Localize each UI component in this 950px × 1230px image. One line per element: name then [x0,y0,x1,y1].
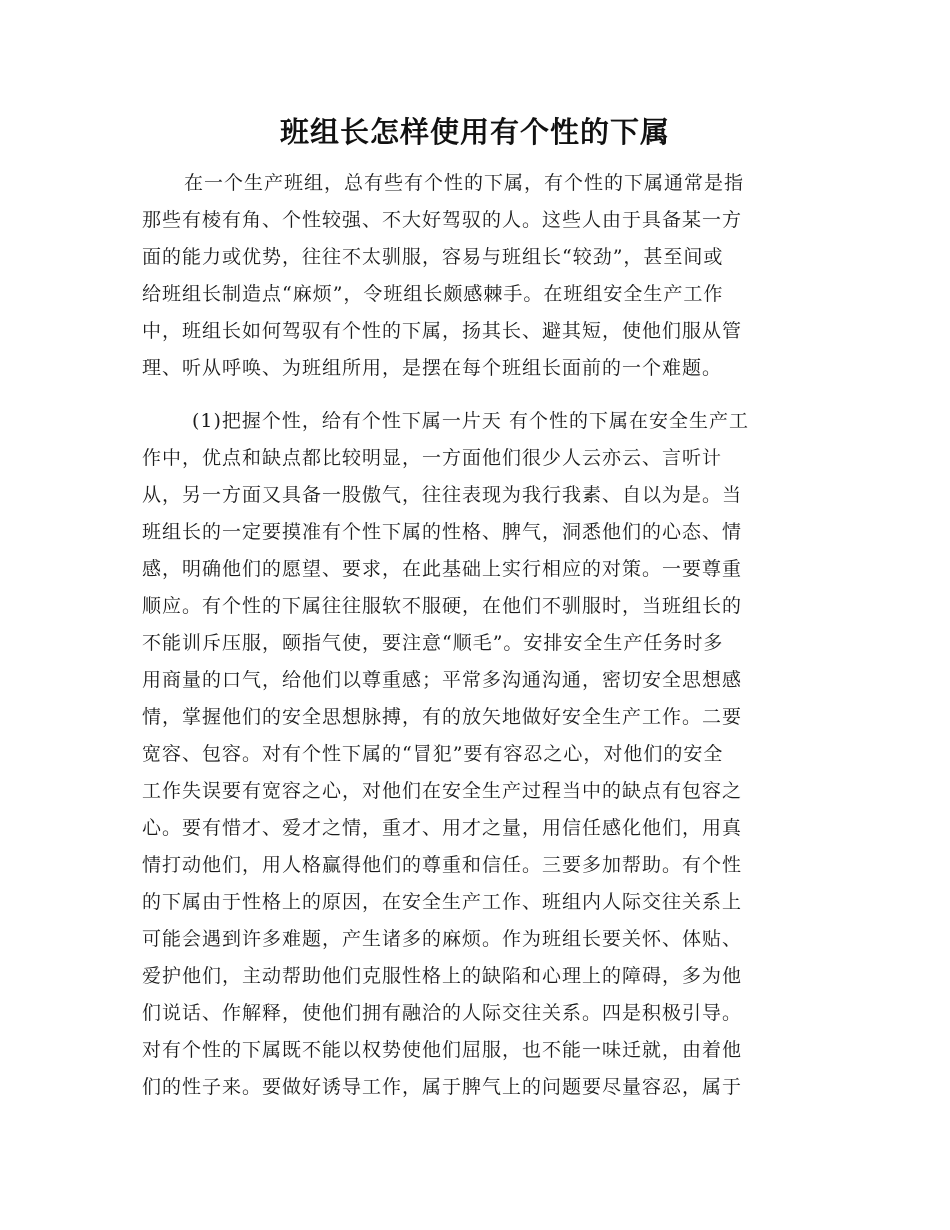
paragraph-line: 作中，优点和缺点都比较明显，一方面他们很少人云亦云、言听计 [142,447,723,469]
paragraph-line: 情，掌握他们的安全思想脉搏，有的放矢地做好安全生产工作。二要 [142,706,743,728]
paragraph-intro [142,165,802,387]
paragraph-line: 不能训斥压服，颐指气使，要注意“顺毛”。安排安全生产任务时多 [142,632,724,654]
paragraph-line: 那些有棱有角、个性较强、不大好驾驭的人。这些人由于具备某一方 [142,209,743,231]
paragraph-line: 用商量的口气，给他们以尊重感；平常多沟通沟通，密切安全思想感 [142,669,743,691]
paragraph-line: 宽容、包容。对有个性下属的“冒犯”要有容忍之心，对他们的安全 [142,743,724,765]
paragraph-section-1 [142,403,802,1106]
paragraph-line: 在一个生产班组，总有些有个性的下属，有个性的下属通常是指 [184,172,745,194]
paragraph-line: 工作失误要有宽容之心，对他们在安全生产过程当中的缺点有包容之 [142,780,743,802]
paragraph-line: 从，另一方面又具备一股傲气，往往表现为我行我素、自以为是。当 [142,484,743,506]
paragraph-line: 对有个性的下属既不能以权势使他们屈服，也不能一味迁就，由着他 [142,1039,743,1061]
paragraph-line: 们说话、作解释，使他们拥有融洽的人际交往关系。四是积极引导。 [142,1002,743,1024]
paragraph-line: 的下属由于性格上的原因，在安全生产工作、班组内人际交往关系上 [142,891,743,913]
paragraph-line: 心。要有惜才、爱才之情，重才、用才之量，用信任感化他们，用真 [142,817,743,839]
paragraph-line: (1)把握个性，给有个性下属一片天 有个性的下属在安全生产工 [192,410,749,432]
paragraph-line: 给班组长制造点“麻烦”，令班组长颇感棘手。在班组安全生产工作 [142,283,724,305]
paragraph-line: 顺应。有个性的下属往往服软不服硬，在他们不驯服时，当班组长的 [142,595,743,617]
paragraph-line: 班组长的一定要摸准有个性下属的性格、脾气，洞悉他们的心态、情 [142,521,743,543]
paragraph-line: 可能会遇到许多难题，产生诸多的麻烦。作为班组长要关怀、体贴、 [142,928,743,950]
paragraph-line: 感，明确他们的愿望、要求，在此基础上实行相应的对策。一要尊重 [142,558,743,580]
paragraph-line: 中，班组长如何驾驭有个性的下属，扬其长、避其短，使他们服从管 [142,320,743,342]
paragraph-line: 们的性子来。要做好诱导工作，属于脾气上的问题要尽量容忍，属于 [142,1076,743,1098]
paragraph-line: 情打动他们，用人格赢得他们的尊重和信任。三要多加帮助。有个性 [142,854,743,876]
paragraph-line: 面的能力或优势，往往不太驯服，容易与班组长“较劲”，甚至间或 [142,246,724,268]
paragraph-line: 爱护他们，主动帮助他们克服性格上的缺陷和心理上的障碍，多为他 [142,965,743,987]
paragraph-line: 理、听从呼唤、为班组所用，是摆在每个班组长面前的一个难题。 [142,357,723,379]
document-title: 班组长怎样使用有个性的下属 [279,115,670,149]
